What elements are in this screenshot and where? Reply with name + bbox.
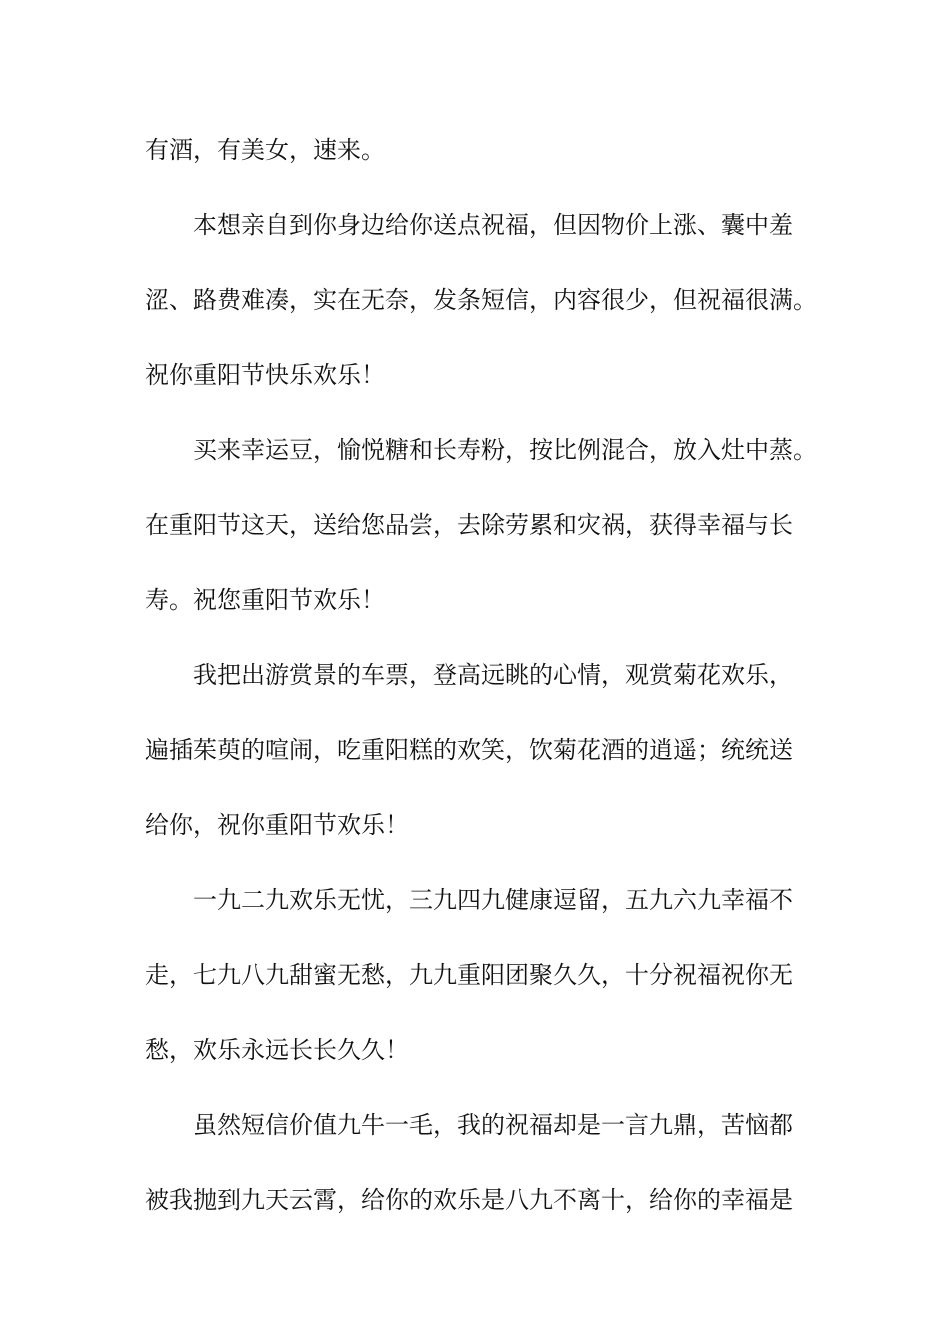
paragraph-2-line-2: 在重阳节这天，送给您品尝，去除劳累和灾祸，获得幸福与长 <box>145 511 793 539</box>
paragraph-2-line-1: 买来幸运豆，愉悦糖和长寿粉，按比例混合，放入灶中蒸。 <box>193 436 817 464</box>
text-line-1: 有酒，有美女，速来。 <box>145 136 385 164</box>
paragraph-4-line-1: 一九二九欢乐无忧，三九四九健康逗留，五九六九幸福不 <box>193 886 793 914</box>
paragraph-3-line-2: 遍插茱萸的喧闹，吃重阳糕的欢笑，饮菊花酒的逍遥；统统送 <box>145 736 793 764</box>
paragraph-1-line-3: 祝你重阳节快乐欢乐！ <box>145 361 385 389</box>
paragraph-4-line-3: 愁，欢乐永远长长久久！ <box>145 1036 409 1064</box>
paragraph-1-line-2: 涩、路费难凑，实在无奈，发条短信，内容很少，但祝福很满。 <box>145 286 817 314</box>
paragraph-3-line-3: 给你，祝你重阳节欢乐！ <box>145 811 409 839</box>
paragraph-4-line-2: 走，七九八九甜蜜无愁，九九重阳团聚久久，十分祝福祝你无 <box>145 961 793 989</box>
paragraph-2-line-3: 寿。祝您重阳节欢乐！ <box>145 586 385 614</box>
paragraph-3-line-1: 我把出游赏景的车票，登高远眺的心情，观赏菊花欢乐， <box>193 661 793 689</box>
paragraph-1-line-1: 本想亲自到你身边给你送点祝福，但因物价上涨、囊中羞 <box>193 211 793 239</box>
paragraph-5-line-2: 被我抛到九天云霄，给你的欢乐是八九不离十，给你的幸福是 <box>145 1186 793 1214</box>
paragraph-5-line-1: 虽然短信价值九牛一毛，我的祝福却是一言九鼎，苦恼都 <box>193 1111 793 1139</box>
